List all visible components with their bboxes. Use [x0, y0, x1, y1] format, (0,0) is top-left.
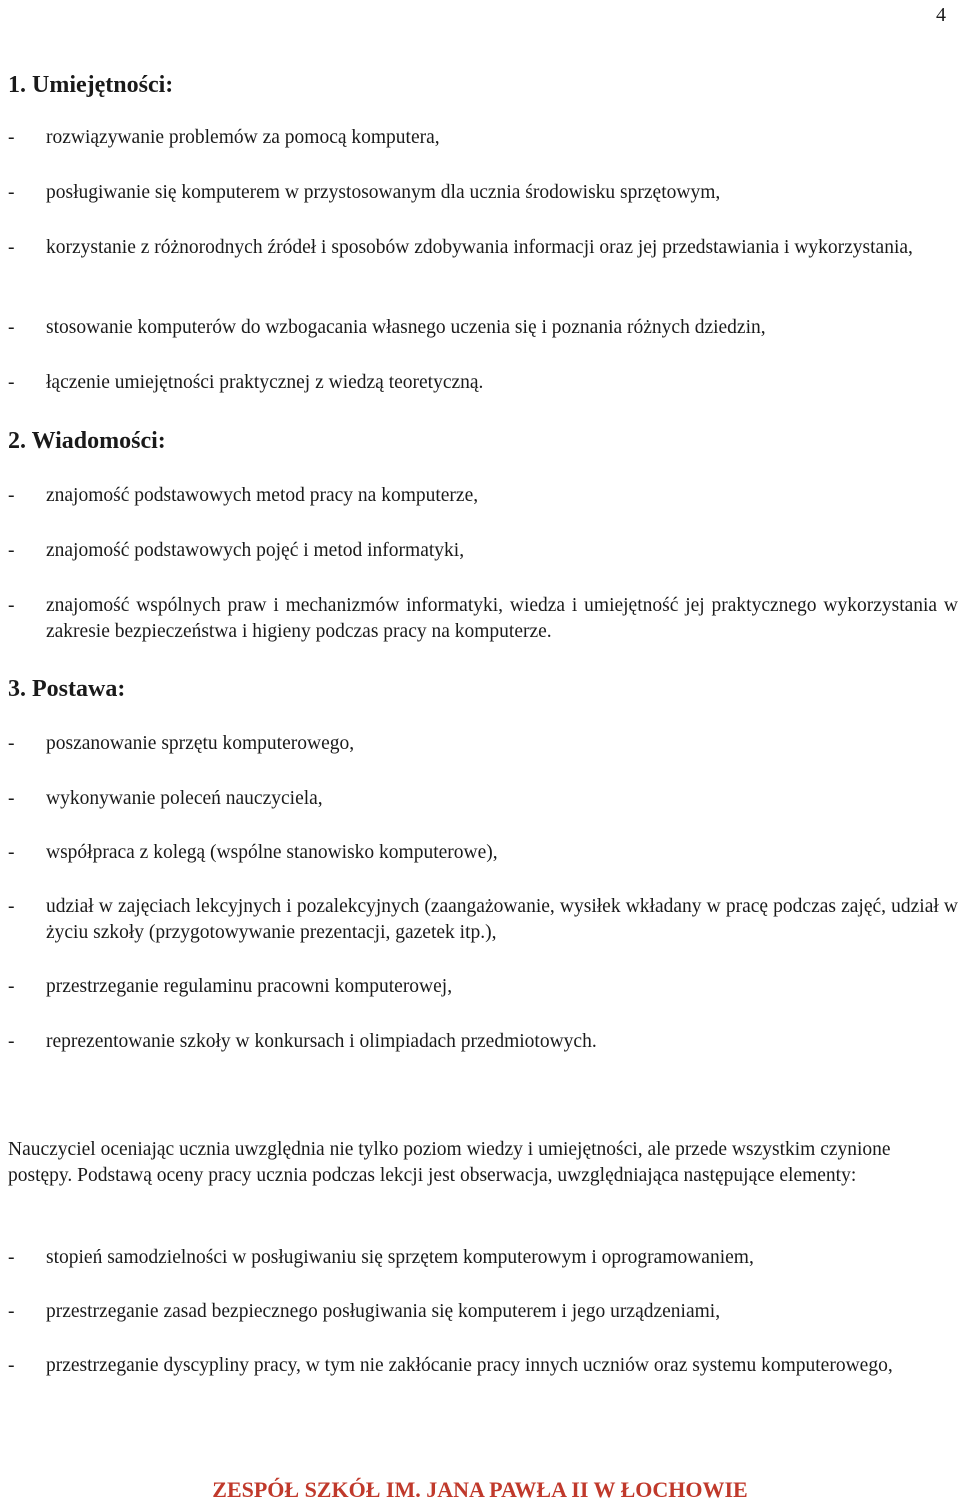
list-item [8, 974, 958, 1000]
section-heading-knowledge: 2. Wiadomości: [8, 428, 166, 454]
list-item-text: znajomość wspólnych praw i mechanizmów informatyki, wiedza i umiejętność jej praktycznego wykorzystania w zakresie bezpieczeństwa i higieny podczas pracy na komputerze. [46, 595, 958, 642]
list-item-text: stopień samodzielności w posługiwaniu się sprzętem komputerowym i oprogramowaniem, [46, 1247, 754, 1268]
section-heading-skills: 1. Umiejętności: [8, 72, 174, 98]
list-dash: - [8, 842, 15, 863]
list-item [8, 1245, 958, 1271]
list-item [8, 731, 958, 757]
list-item [8, 1299, 958, 1325]
list-item [8, 315, 958, 341]
list-item-text: posługiwanie się komputerem w przystosowanym dla ucznia środowisku sprzętowym, [46, 182, 721, 203]
list-dash: - [8, 485, 15, 506]
list-item [8, 894, 958, 946]
list-dash: - [8, 1031, 15, 1052]
list-item-text: przestrzeganie zasad bezpiecznego posługiwania się komputerem i jego urządzeniami, [46, 1301, 721, 1322]
list-dash: - [8, 1301, 15, 1322]
list-item [8, 1029, 958, 1055]
list-item-text: wykonywanie poleceń nauczyciela, [46, 788, 323, 809]
list-item-text: reprezentowanie szkoły w konkursach i olimpiadach przedmiotowych. [46, 1031, 597, 1052]
list-dash: - [8, 182, 15, 203]
list-dash: - [8, 317, 15, 338]
list-item [8, 125, 958, 151]
list-item-text: współpraca z kolegą (wspólne stanowisko komputerowe), [46, 842, 498, 863]
list-item-text: łączenie umiejętności praktycznej z wiedzą teoretyczną. [46, 372, 484, 393]
list-dash: - [8, 372, 15, 393]
page-number: 4 [936, 4, 946, 26]
list-item [8, 370, 958, 396]
list-item-text: udział w zajęciach lekcyjnych i pozalekcyjnych (zaangażowanie, wysiłek wkładany w pracę podczas zajęć, udział w życiu szkoły (przygotowywanie prezentacji, gazetek itp.), [46, 896, 958, 943]
list-dash: - [8, 896, 15, 917]
list-dash: - [8, 788, 15, 809]
assessment-paragraph: Nauczyciel oceniając ucznia uwzględnia nie tylko poziom wiedzy i umiejętności, ale przede wszystkim czynione postępy. Podstawą oceny pracy ucznia podczas lekcji jest obserwacja, uwzględniająca następujące elementy: [8, 1139, 891, 1186]
list-dash: - [8, 540, 15, 561]
list-dash: - [8, 237, 15, 258]
list-dash: - [8, 1247, 15, 1268]
list-item [8, 593, 958, 645]
list-item [8, 840, 958, 866]
list-item-text: znajomość podstawowych metod pracy na komputerze, [46, 485, 479, 506]
list-item [8, 483, 958, 509]
list-item [8, 538, 958, 564]
list-item-text: rozwiązywanie problemów za pomocą komputera, [46, 127, 440, 148]
list-item [8, 786, 958, 812]
list-dash: - [8, 733, 15, 754]
list-item [8, 235, 958, 261]
list-dash: - [8, 595, 15, 616]
list-item [8, 180, 958, 206]
school-footer: ZESPÓŁ SZKÓŁ IM. JANA PAWŁA II W ŁOCHOWIE [212, 1477, 748, 1502]
list-dash: - [8, 976, 15, 997]
list-dash: - [8, 1355, 15, 1376]
list-item-text: przestrzeganie dyscypliny pracy, w tym nie zakłócanie pracy innych uczniów oraz systemu komputerowego, [46, 1355, 893, 1376]
list-item-text: stosowanie komputerów do wzbogacania własnego uczenia się i poznania różnych dziedzin, [46, 317, 766, 338]
section-heading-attitude: 3. Postawa: [8, 676, 126, 702]
list-item [8, 1353, 958, 1379]
list-item-text: przestrzeganie regulaminu pracowni komputerowej, [46, 976, 453, 997]
list-dash: - [8, 127, 15, 148]
list-item-text: poszanowanie sprzętu komputerowego, [46, 733, 355, 754]
list-item-text: znajomość podstawowych pojęć i metod informatyki, [46, 540, 465, 561]
list-item-text: korzystanie z różnorodnych źródeł i sposobów zdobywania informacji oraz jej przedstawiania i wykorzystania, [46, 237, 913, 258]
